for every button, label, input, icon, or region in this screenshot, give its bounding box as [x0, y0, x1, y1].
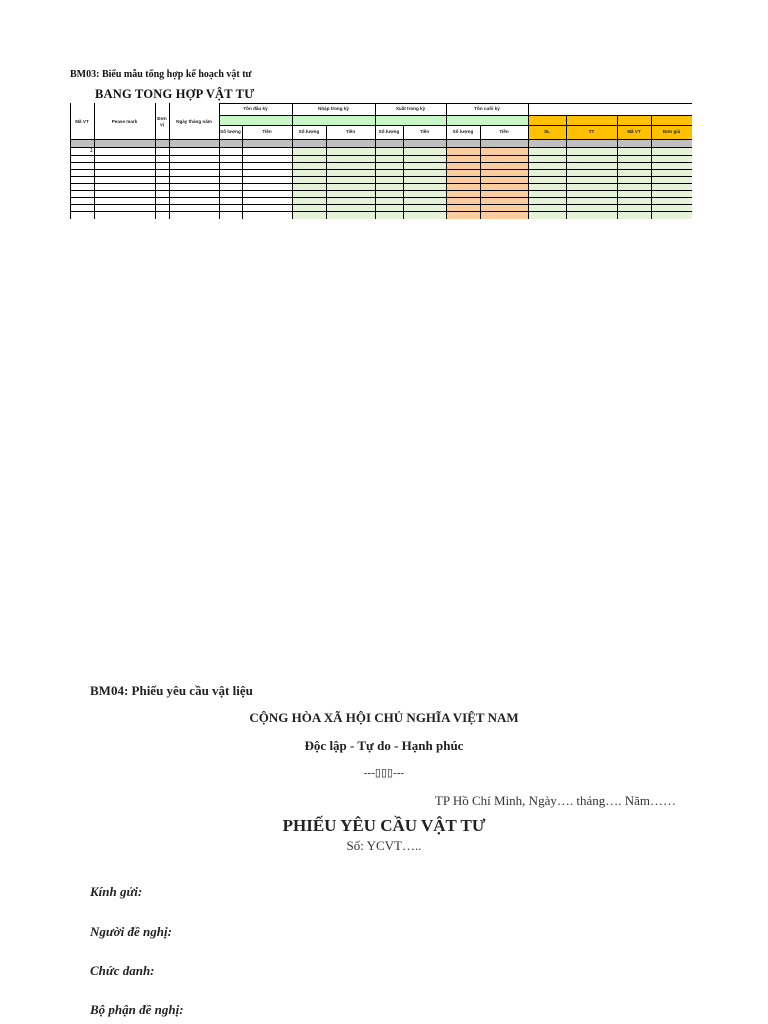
- subheader-sl: SL: [544, 129, 550, 135]
- motto-divider: ---▯▯▯---: [363, 767, 405, 779]
- header-pease-mark: Pease mark: [111, 118, 138, 124]
- grid-line: [219, 115, 692, 116]
- summary-table-title: BANG TONG HỢP VẬT TƯ: [95, 87, 255, 101]
- grid-line: [480, 125, 481, 219]
- form-number: Số: YCVT…..: [346, 838, 422, 853]
- header-ma-vt: Mã VT: [75, 118, 89, 124]
- grid-line: [70, 183, 692, 184]
- form-title: PHIẾU YÊU CẦU VẬT TƯ: [282, 816, 486, 835]
- grid-line: [70, 103, 71, 219]
- subheader-don-gia: Đơn giá: [662, 129, 681, 135]
- bm04-caption: BM04: Phiếu yêu cầu vật liệu: [90, 683, 253, 698]
- subheader-tt: TT: [588, 129, 595, 135]
- grid-line: [70, 211, 692, 212]
- subheader-tien-2: Tiền: [345, 129, 356, 135]
- grid-line: [70, 176, 692, 177]
- grid-line: [70, 204, 692, 205]
- grid-line: [70, 155, 692, 156]
- grid-line: [70, 169, 692, 170]
- grid-line: [70, 162, 692, 163]
- grid-line: [70, 139, 692, 140]
- grid-line: [219, 103, 220, 219]
- grid-line: [651, 115, 652, 219]
- subheader-tien-3: Tiền: [419, 129, 430, 135]
- material-summary-table: [70, 103, 692, 219]
- grid-line: [446, 103, 447, 219]
- header-don-vi: Đơn vị: [157, 116, 167, 127]
- national-motto: Độc lập - Tự do - Hạnh phúc: [304, 738, 464, 753]
- header-ton-cuoi-ky: Tồn cuối kỳ: [474, 106, 500, 112]
- subheader-so-luong-3: Số lượng: [378, 129, 400, 135]
- grid-line: [70, 197, 692, 198]
- grid-line: [403, 125, 404, 219]
- place-and-date: TP Hồ Chí Minh, Ngày…. tháng…. Năm……: [434, 793, 676, 808]
- subheader-ma-vt: Mã VT: [627, 129, 641, 135]
- field-chuc-danh: Chức danh:: [90, 963, 155, 978]
- bm03-caption: BM03: Biểu mẫu tổng hợp kế hoạch vật tư: [70, 69, 252, 80]
- subheader-tien-1: Tiền: [262, 129, 272, 135]
- grid-line: [242, 125, 243, 219]
- grid-line: [70, 190, 692, 191]
- subheader-tien-4: Tiền: [499, 129, 509, 135]
- header-nhap-trong-ky: Nhập trong kỳ: [318, 106, 349, 112]
- grid-line: [617, 115, 618, 219]
- header-ngay-thang-nam: Ngày tháng năm: [176, 118, 212, 124]
- field-kinh-gui: Kính gửi:: [90, 884, 143, 899]
- grid-line: [94, 103, 95, 219]
- field-bo-phan-de-nghi: Bộ phận đề nghị:: [90, 1002, 184, 1017]
- grid-line: [326, 125, 327, 219]
- field-nguoi-de-nghi: Người đề nghị:: [90, 924, 172, 939]
- grid-line: [169, 103, 170, 219]
- grid-line: [219, 125, 692, 126]
- grid-line: [375, 103, 376, 219]
- bg-gray-band: [70, 140, 692, 147]
- grid-line: [70, 147, 692, 148]
- grid-line: [566, 115, 567, 219]
- subheader-so-luong-2: Số lượng: [298, 129, 320, 135]
- subheader-so-luong-1: Số lượng: [220, 129, 241, 135]
- header-ton-dau-ky: Tồn đầu kỳ: [243, 106, 268, 112]
- grid-line: [528, 103, 529, 219]
- row-index: 1: [89, 147, 93, 154]
- grid-line: [292, 103, 293, 219]
- grid-line: [219, 103, 692, 104]
- grid-line: [155, 103, 156, 219]
- header-xuat-trong-ky: Xuất trong kỳ: [395, 106, 426, 112]
- national-title: CỘNG HÒA XÃ HỘI CHỦ NGHĨA VIỆT NAM: [249, 710, 519, 725]
- subheader-so-luong-4: Số lượng: [452, 129, 474, 135]
